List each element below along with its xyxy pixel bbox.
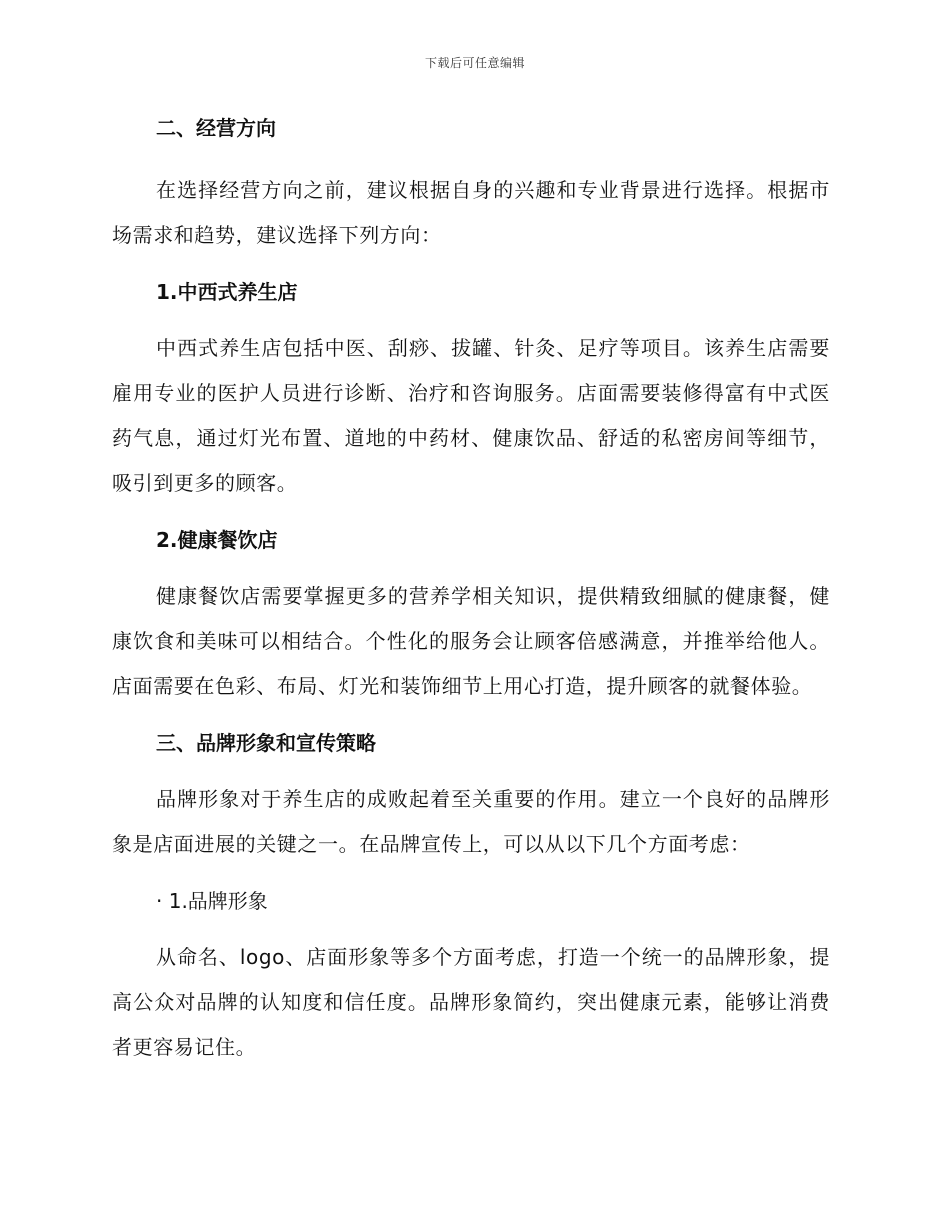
bullet-item-brand-image: · 1.品牌形象 [156,889,268,913]
subheading-chinese-western-wellness: 1.中西式养生店 [156,280,298,304]
subheading-healthy-restaurant: 2.健康餐饮店 [156,528,278,552]
paragraph-brand-image: 从命名、logo、店面形象等多个方面考虑，打造一个统一的品牌形象，提高公众对品牌的认知度和信任度。品牌形象简约，突出健康元素，能够让消费者更容易记住。 [112,945,830,1059]
section-heading-business-direction: 二、经营方向 [156,116,276,140]
paragraph-brand-intro: 品牌形象对于养生店的成败起着至关重要的作用。建立一个良好的品牌形象是店面进展的关键之一。在品牌宣传上，可以从以下几个方面考虑： [112,787,830,856]
paragraph-wellness-store: 中西式养生店包括中医、刮痧、拔罐、针灸、足疗等项目。该养生店需要雇用专业的医护人员进行诊断、治疗和咨询服务。店面需要装修得富有中式医药气息，通过灯光布置、道地的中药材、健康饮品、舒适的私密房间等细节，吸引到更多的顾客。 [112,336,830,495]
paragraph-direction-intro: 在选择经营方向之前，建议根据自身的兴趣和专业背景进行选择。根据市场需求和趋势，建议选择下列方向： [112,178,830,247]
header-note: 下载后可任意编辑 [424,56,525,70]
paragraph-healthy-restaurant: 健康餐饮店需要掌握更多的营养学相关知识，提供精致细腻的健康餐，健康饮食和美味可以相结合。个性化的服务会让顾客倍感满意，并推举给他人。店面需要在色彩、布局、灯光和装饰细节上用心打造，提升顾客的就餐体验。 [112,584,830,698]
section-heading-brand-strategy: 三、品牌形象和宣传策略 [156,731,376,755]
document-body [112,110,830,1070]
